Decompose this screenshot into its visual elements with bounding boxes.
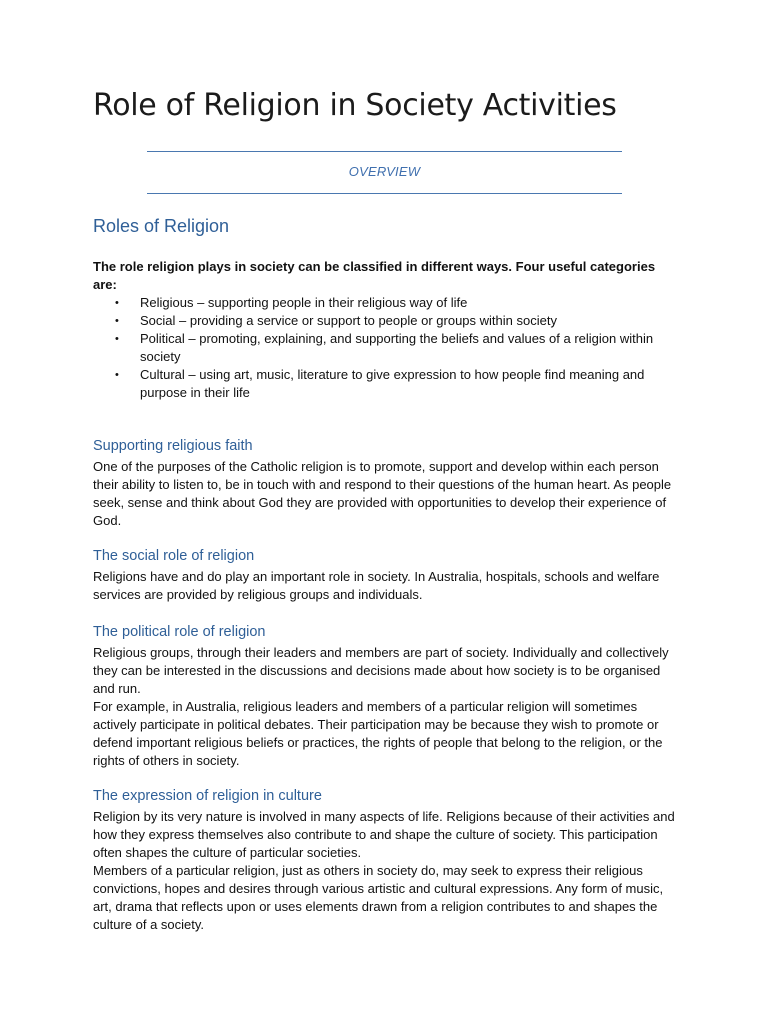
bullet-icon: • xyxy=(115,315,119,327)
paragraph-culture-1: Religion by its very nature is involved in many aspects of life. Religions because of their activities and how they express themselves also contribute to and shape the culture of society. This participation often shapes the culture of particular societies. xyxy=(93,809,675,860)
document-title: Role of Religion in Society Activities xyxy=(93,88,617,123)
overview-bottom-rule xyxy=(147,193,622,194)
subheading-supporting-faith: Supporting religious faith xyxy=(93,438,253,454)
bullet-icon: • xyxy=(115,369,119,381)
bullet-text: Political – promoting, explaining, and supporting the beliefs and values of a religion within society xyxy=(140,331,654,364)
bullet-icon: • xyxy=(115,297,119,309)
subheading-social-role: The social role of religion xyxy=(93,548,255,564)
overview-label: OVERVIEW xyxy=(348,164,421,179)
paragraph-political-role-1: Religious groups, through their leaders and members are part of society. Individually and collectively they can be interested in the discussions and decisions made about how society is to be organised and run. xyxy=(93,645,669,696)
subheading-culture: The expression of religion in culture xyxy=(93,788,322,804)
intro-paragraph: The role religion plays in society can be classified in different ways. Four useful categories are: xyxy=(93,259,656,292)
bullet-item-cultural xyxy=(93,366,679,402)
bullet-text: Religious – supporting people in their religious way of life xyxy=(140,295,468,310)
section-heading-roles: Roles of Religion xyxy=(93,216,230,236)
roles-bullet-list xyxy=(93,294,679,402)
subheading-political-role: The political role of religion xyxy=(93,624,266,640)
paragraph-culture-2: Members of a particular religion, just as others in society do, may seek to express their religious convictions, hopes and desires through various artistic and cultural expressions. Any form of music, art, drama that reflects upon or uses elements drawn from a religion contributes to and shapes the culture of a society. xyxy=(93,863,664,932)
bullet-icon: • xyxy=(115,333,119,345)
paragraph-political-role-2: For example, in Australia, religious leaders and members of a particular religion will sometimes actively participate in political debates. Their participation may be because they wish to promote or defend important religious beliefs or practices, the rights of people that belong to the religion, or the rights of others in society. xyxy=(93,699,663,768)
bullet-text: Social – providing a service or support to people or groups within society xyxy=(140,313,557,328)
overview-top-rule xyxy=(147,151,622,152)
paragraph-supporting-faith: One of the purposes of the Catholic religion is to promote, support and develop within each person their ability to listen to, be in touch with and respond to their questions of the human heart. As people seek, sense and think about God they are provided with opportunities to develop their experience of God. xyxy=(93,459,672,528)
bullet-item-religious xyxy=(93,294,679,312)
bullet-text: Cultural – using art, music, literature to give expression to how people find meaning and purpose in their life xyxy=(140,367,645,400)
bullet-item-political xyxy=(93,330,679,366)
bullet-item-social xyxy=(93,312,679,330)
paragraph-social-role: Religions have and do play an important role in society. In Australia, hospitals, schools and welfare services are provided by religious groups and individuals. xyxy=(93,569,660,602)
